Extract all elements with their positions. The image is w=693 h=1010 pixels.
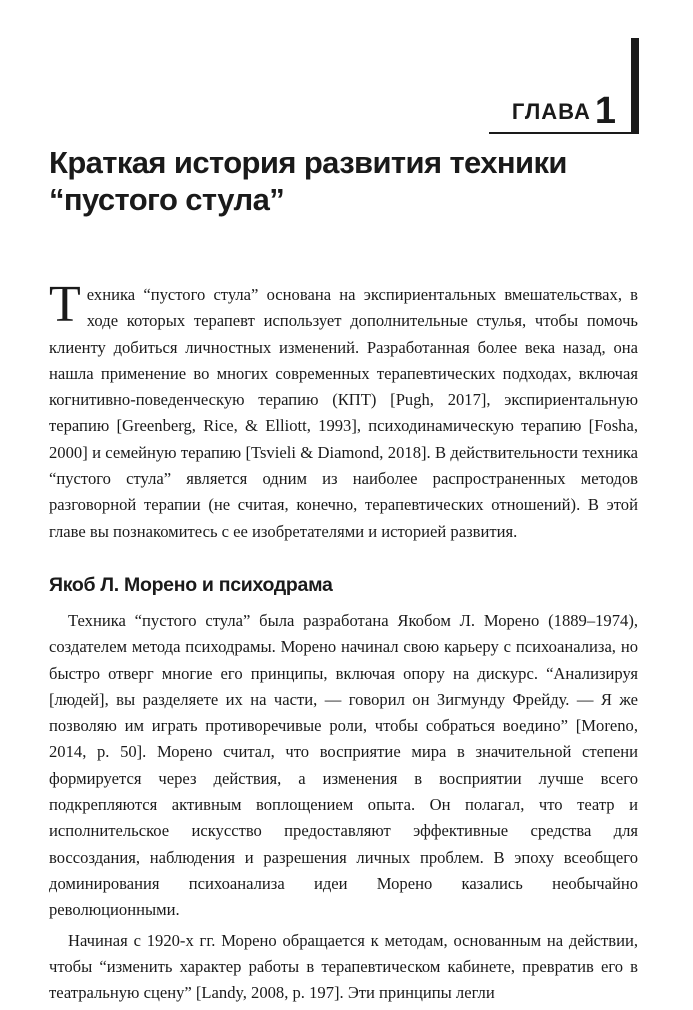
chapter-title: Краткая история развития техники “пустого стула” [49, 145, 567, 217]
chapter-label [511, 86, 617, 132]
drop-cap: Т [49, 276, 81, 333]
intro-text: ехника “пустого стула” основана на экспириентальных вмешательствах, в ходе которых терапевт использует дополнительные стулья, чтобы помочь клиенту добиться личностных изменений. Разработанная более века назад, она нашла применение во многих современных терапевтических подходах, включая когнитивно-поведенческую терапию (КПТ) [Pugh, 2017], экспириентальную терапию [Greenberg, Rice, & Elliott, 1993], психодинамическую терапию [Fosha, 2000] и семейную терапию [Tsvieli & Diamond, 2018]. В действительности техника “пустого стула” является одним из наиболее распространенных методов разговорной терапии (не считая, конечно, терапевтических отношений). В этой главе вы познакомитесь с ее изобретателями и историей развития. [49, 285, 638, 541]
chapter-horizontal-rule [489, 132, 639, 134]
chapter-word: ГЛАВА [511, 99, 591, 124]
paragraph: Начиная с 1920-х гг. Морено обращается к методам, основанным на действии, чтобы “изменить характер работы в терапевтическом кабинете, превратив его в театральную сцену” [Landy, 2008, p. 197]. Эти принципы легли [49, 930, 638, 1003]
paragraph: Техника “пустого стула” была разработана Якобом Л. Морено (1889–1974), создателем метода психодрамы. Морено начинал свою карьеру с психоанализа, но быстро отверг многие его принципы, включая опору на дискурс. “Анализируя [людей], вы разделяете их на части, — говорил он Зигмунду Фрейду. — Я же позволяю им играть противоречивые роли, чтобы собраться воедино” [Moreno, 2014, p. 50]. Морено считал, что восприятие мира в значительной степени формируется через действия, а изменения в восприятии лучше всего подкрепляются активным воплощением опыта. Он полагал, что театр и исполнительское искусство предоставляют эффективные средства для воссоздания, наблюдения и разрешения личных проблем. В эпоху всеобщего доминирования психоанализа идеи Морено казались необычайно революционными. [49, 611, 638, 920]
chapter-header [489, 38, 639, 134]
section-body [49, 608, 638, 1010]
chapter-number: 1 [594, 90, 617, 132]
intro-paragraph [49, 276, 638, 545]
section-heading: Якоб Л. Морено и психодрама [49, 574, 333, 596]
chapter-vertical-rule [631, 38, 639, 134]
